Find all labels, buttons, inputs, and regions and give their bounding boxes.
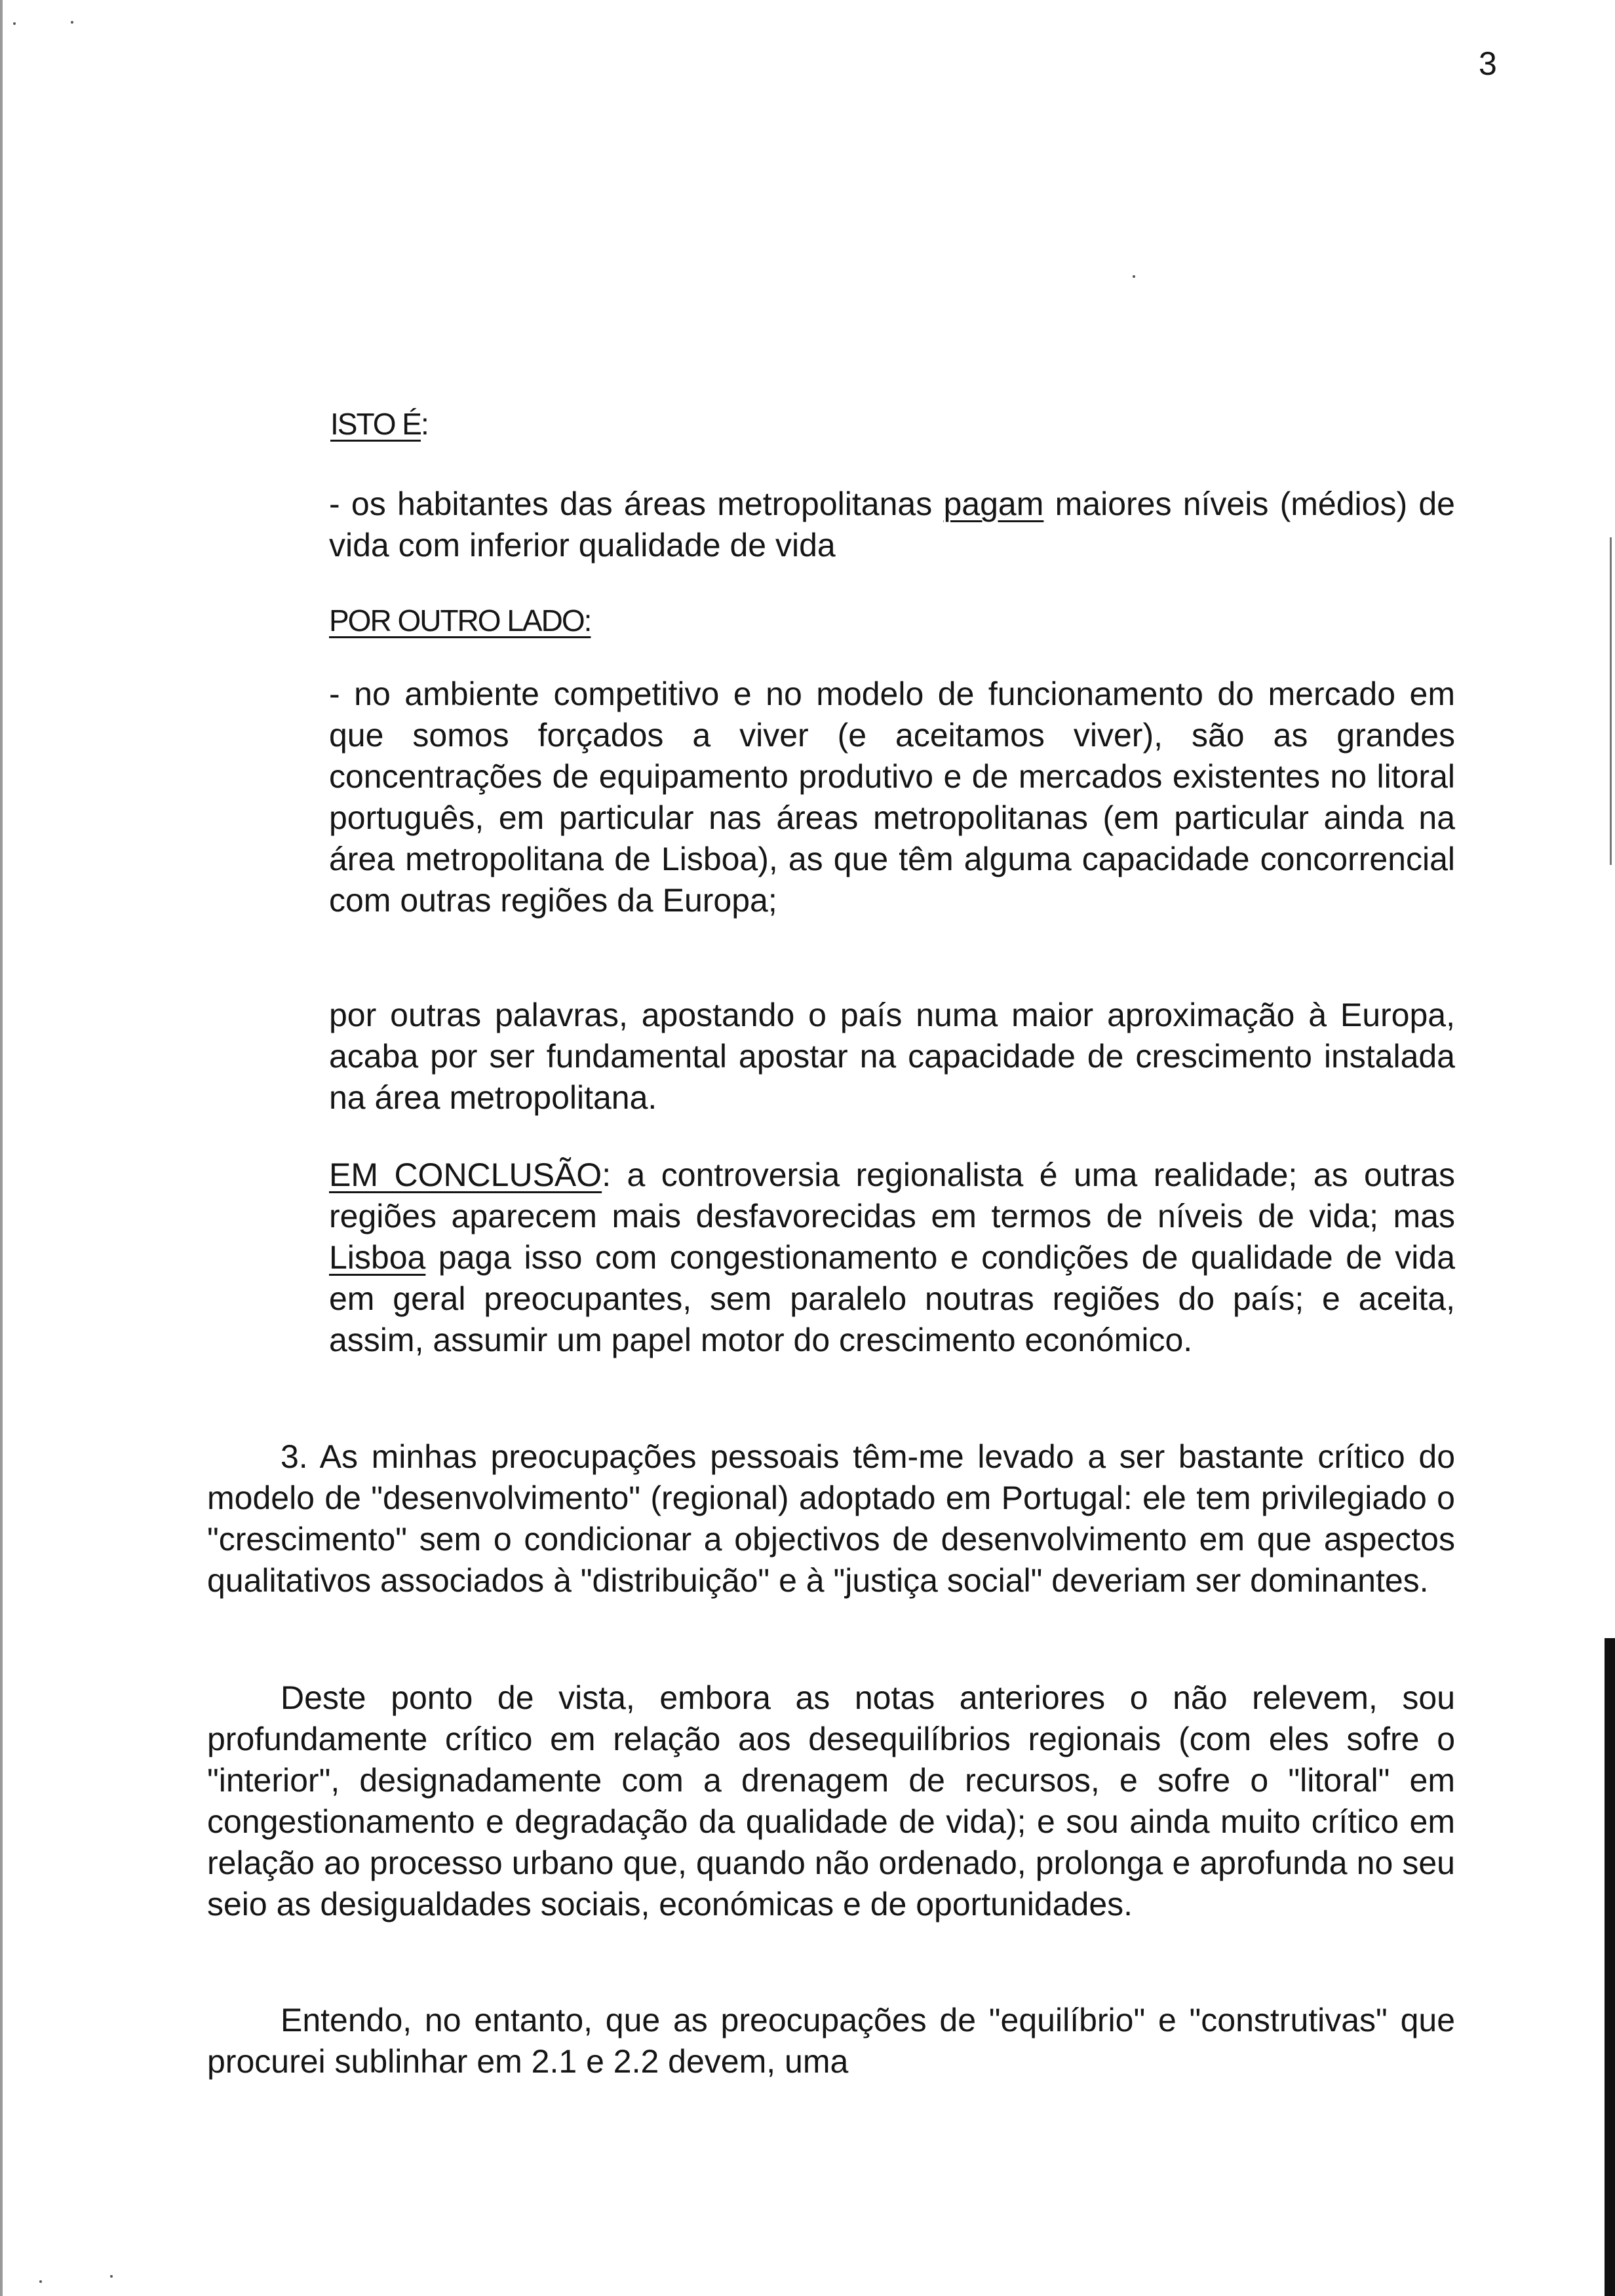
paragraph-por-outras-palavras (329, 995, 1455, 1119)
por-outro-lado-text: - no ambiente competitivo e no modelo de funcionamento do mercado em que somos forçados a viver (e aceitamos viver), são as grandes concentrações de equipamento produtivo e de mercados existentes no litoral português, em particular nas áreas metropolitanas (em particular ainda na área metropolitana de Lisboa), as que têm alguma capacidade concorrencial com outras regiões da Europa; (329, 676, 1455, 919)
paragraph-point-3 (207, 1436, 1455, 1601)
paragraph-isto-e (329, 484, 1455, 566)
isto-e-label: ISTO É (330, 407, 421, 441)
em-conclusao-text-start: : a controversia regionalista é uma realidade; as outras regiões aparecem mais desfavorecidas em termos de níveis de vida; mas (329, 1157, 1455, 1234)
section-heading-isto-e (330, 406, 421, 442)
page-number: 3 (1479, 45, 1497, 82)
scan-edge-left (0, 0, 3, 2296)
section-heading-por-outro-lado: POR OUTRO LADO: (329, 603, 591, 638)
paragraph-deste-ponto (207, 1677, 1455, 1925)
isto-e-underlined-word: pagam (943, 486, 1044, 522)
isto-e-text-start: - os habitantes das áreas metropolitanas (329, 486, 944, 522)
isto-e-colon: : (421, 407, 429, 441)
entendo-text: Entendo, no entanto, que as preocupações de "equilíbrio" e "construtivas" que procurei sublinhar em 2.1 e 2.2 devem, uma (207, 2002, 1455, 2080)
scan-speck (39, 2280, 42, 2283)
scan-speck (110, 2275, 113, 2278)
deste-ponto-text: Deste ponto de vista, embora as notas anteriores o não relevem, sou profundamente crítico em relação aos desequilíbrios regionais (com eles sofre o "interior", designadamente com a drenagem de recursos, e sofre o "litoral" em congestionamento e degradação da qualidade de vida); e sou ainda muito crítico em relação ao processo urbano que, quando não ordenado, prolonga e aprofunda no seu seio as desigualdades sociais, económicas e de oportunidades. (207, 1679, 1455, 1923)
em-conclusao-underlined-word: Lisboa (329, 1239, 426, 1276)
isto-e-text-end: maiores níveis (médios) de vida com inferior qualidade de vida (329, 486, 1455, 564)
paragraph-em-conclusao (329, 1155, 1455, 1361)
em-conclusao-text-end: paga isso com congestionamento e condições de qualidade de vida em geral preocupantes, sem paralelo noutras regiões do país; e aceita, assim, assumir um papel motor do crescimento económico. (329, 1239, 1455, 1358)
paragraph-por-outro-lado (329, 674, 1455, 921)
por-outras-palavras-text: por outras palavras, apostando o país numa maior aproximação à Europa, acaba por ser fundamental apostar na capacidade de crescimento instalada na área metropolitana. (329, 997, 1455, 1116)
scan-speck (13, 22, 16, 25)
scan-edge-right-thin (1610, 537, 1612, 865)
scan-speck (71, 21, 73, 24)
point-3-text: 3. As minhas preocupações pessoais têm-me levado a ser bastante crítico do modelo de "desenvolvimento" (regional) adoptado em Portugal: ele tem privilegiado o "crescimento" sem o condicionar a objectivos de desenvolvimento em que aspectos qualitativos associados à "distribuição" e à "justiça social" deveriam ser dominantes. (207, 1438, 1455, 1599)
scan-edge-right (1605, 1638, 1615, 2296)
paragraph-entendo (207, 2000, 1455, 2082)
em-conclusao-label: EM CONCLUSÃO (329, 1157, 602, 1193)
scan-speck (1133, 275, 1135, 278)
